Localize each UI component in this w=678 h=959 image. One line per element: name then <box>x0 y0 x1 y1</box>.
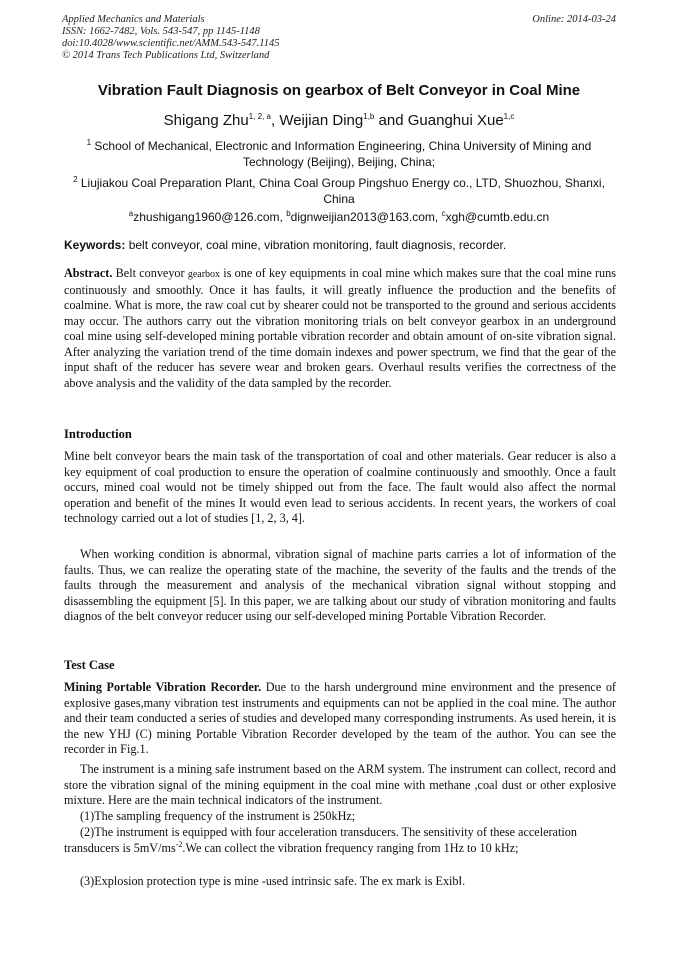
author-separator: and <box>374 112 408 129</box>
abstract-label: Abstract. <box>64 266 113 280</box>
paper-title: Vibration Fault Diagnosis on gearbox of Belt Conveyor in Coal Mine <box>97 82 581 99</box>
list-item: (1)The sampling frequency of the instrument is 250kHz; <box>80 809 356 823</box>
section-heading-test-case: Test Case <box>64 658 115 672</box>
author-list <box>40 112 638 129</box>
superscript: -2 <box>175 839 183 849</box>
paragraph <box>64 680 616 758</box>
affil-text: Liujiakou Coal Preparation Plant, China Coal Group Pingshuo Energy co., LTD, Shuozhou, Shanxi, China <box>77 176 605 206</box>
keywords <box>64 238 616 252</box>
doi: doi:10.4028/www.scientific.net/AMM.543-547.1145 <box>62 38 280 49</box>
affil-text: School of Mechanical, Electronic and Information Engineering, China University of Mining and Technology (Beijing), Beijing, China; <box>91 139 592 169</box>
author-affil-mark: 1,c <box>503 112 515 121</box>
abstract-text: gearbox <box>187 269 221 280</box>
email-mark: a <box>128 209 134 218</box>
copyright: © 2014 Trans Tech Publications Ltd, Switzerland <box>62 50 270 61</box>
affiliation-1 <box>60 138 618 170</box>
author-emails <box>40 210 638 224</box>
journal-name: Applied Mechanics and Materials <box>62 14 205 25</box>
abstract-text: Belt conveyor <box>112 266 188 280</box>
author-name: Weijian Ding <box>279 112 364 129</box>
affil-mark: 1 <box>86 138 92 147</box>
online-date: Online: 2014-03-24 <box>532 14 616 25</box>
subheading: Mining Portable Vibration Recorder. <box>64 680 262 694</box>
paragraph: When working condition is abnormal, vibration signal of machine parts carries a lot of information of the faults. Thus, we can realize the operating state of the machine, the severity of the faults and the trends of the faults through the measurement and analysis of the mechanical vibration signal without stopping and disassembling the equipment [5]. In this paper, we are talking about our study of vibration monitoring and faults diagnos of the belt conveyor reducer using our self-developed mining Portable Vibration Recorder. <box>64 547 616 623</box>
author-name: Shigang Zhu <box>163 112 249 129</box>
email-link[interactable]: zhushigang1960@126.com, <box>133 210 287 224</box>
email-link[interactable]: xgh@cumtb.edu.cn <box>445 210 550 224</box>
author-affil-mark: 1, 2, a <box>248 112 271 121</box>
keywords-label: Keywords: <box>64 238 126 252</box>
email-mark: b <box>286 209 291 218</box>
section-heading-introduction: Introduction <box>64 427 132 441</box>
abstract-text: is one of key equipments in coal mine which makes sure that the coal mine runs continuously and smoothly. Once it has faults, it will greatly influence the production and the benefits of coalmine. What is more, the raw coal cut by shearer could not be transported to the ground and serious accidents may occur. The authors carry out the vibration monitoring trials on belt conveyor gearbox in an underground coal mine using self-developed mining portable vibration recorder and obtain amount of on-site vibration signal. After analyzing the variation trend of the time domain indexes and power spectrum, we find that the gear of the input shaft of the reducer has severe wear and broken gears. Overhaul results verifies the correctness of the above analysis and the validity of the data sampled by the recorder. <box>64 266 616 390</box>
abstract <box>64 266 616 391</box>
author-name: Guanghui Xue <box>407 112 504 129</box>
author-affil-mark: 1,b <box>363 112 375 121</box>
issn: ISSN: 1662-7482, Vols. 543-547, pp 1145-1148 <box>62 26 260 37</box>
journal-header <box>62 14 616 62</box>
affiliation-2 <box>60 175 618 207</box>
list-item <box>64 825 616 856</box>
email-link[interactable]: dignweijian2013@163.com, <box>290 210 442 224</box>
paragraph-text: Due to the harsh underground mine environment and the presence of explosive gases,many vibration test instruments and equipments can not be applied in the coal mine. The author and their team conducted a series of studies and developed many corresponding instruments. As used herein, it is the new YHJ (C) mining Portable Vibration Recorder developed by the team of the author. You can see the recorder in Fig.1. <box>64 680 616 756</box>
list-item: (3)Explosion protection type is mine -used intrinsic safe. The ex mark is ExibⅠ. <box>80 874 466 888</box>
list-item-text: .We can collect the vibration frequency ranging from 1Hz to 10 kHz; <box>182 840 519 855</box>
author-separator: , <box>270 112 280 129</box>
list-item-text: (2)The instrument is equipped with four acceleration transducers. The sensitivity of these acceleration transducers is 5mV/ms <box>64 825 577 855</box>
affil-mark: 2 <box>73 175 78 184</box>
keywords-text: belt conveyor, coal mine, vibration monitoring, fault diagnosis, recorder. <box>125 238 507 252</box>
paragraph: Mine belt conveyor bears the main task of the transportation of coal and other materials. Gear reducer is also a key equipment of coal production to ensure the operation of coalmine continuously and smoothly. Once a fault occurs, mined coal would not be timely shipped out from the face. The fault would also affect the normal operation and benefit of the mines It would even lead to serious accidents. In recent years, the workers of coal technology carried out a lot of studies [1, 2, 3, 4]. <box>64 449 616 525</box>
paragraph: The instrument is a mining safe instrument based on the ARM system. The instrument can collect, record and store the vibration signal of the mining equipment in the coal mine with methane ,coal dust or other explosive mixture. Here are the main technical indicators of the instrument. <box>64 762 616 807</box>
email-mark: c <box>441 209 446 218</box>
